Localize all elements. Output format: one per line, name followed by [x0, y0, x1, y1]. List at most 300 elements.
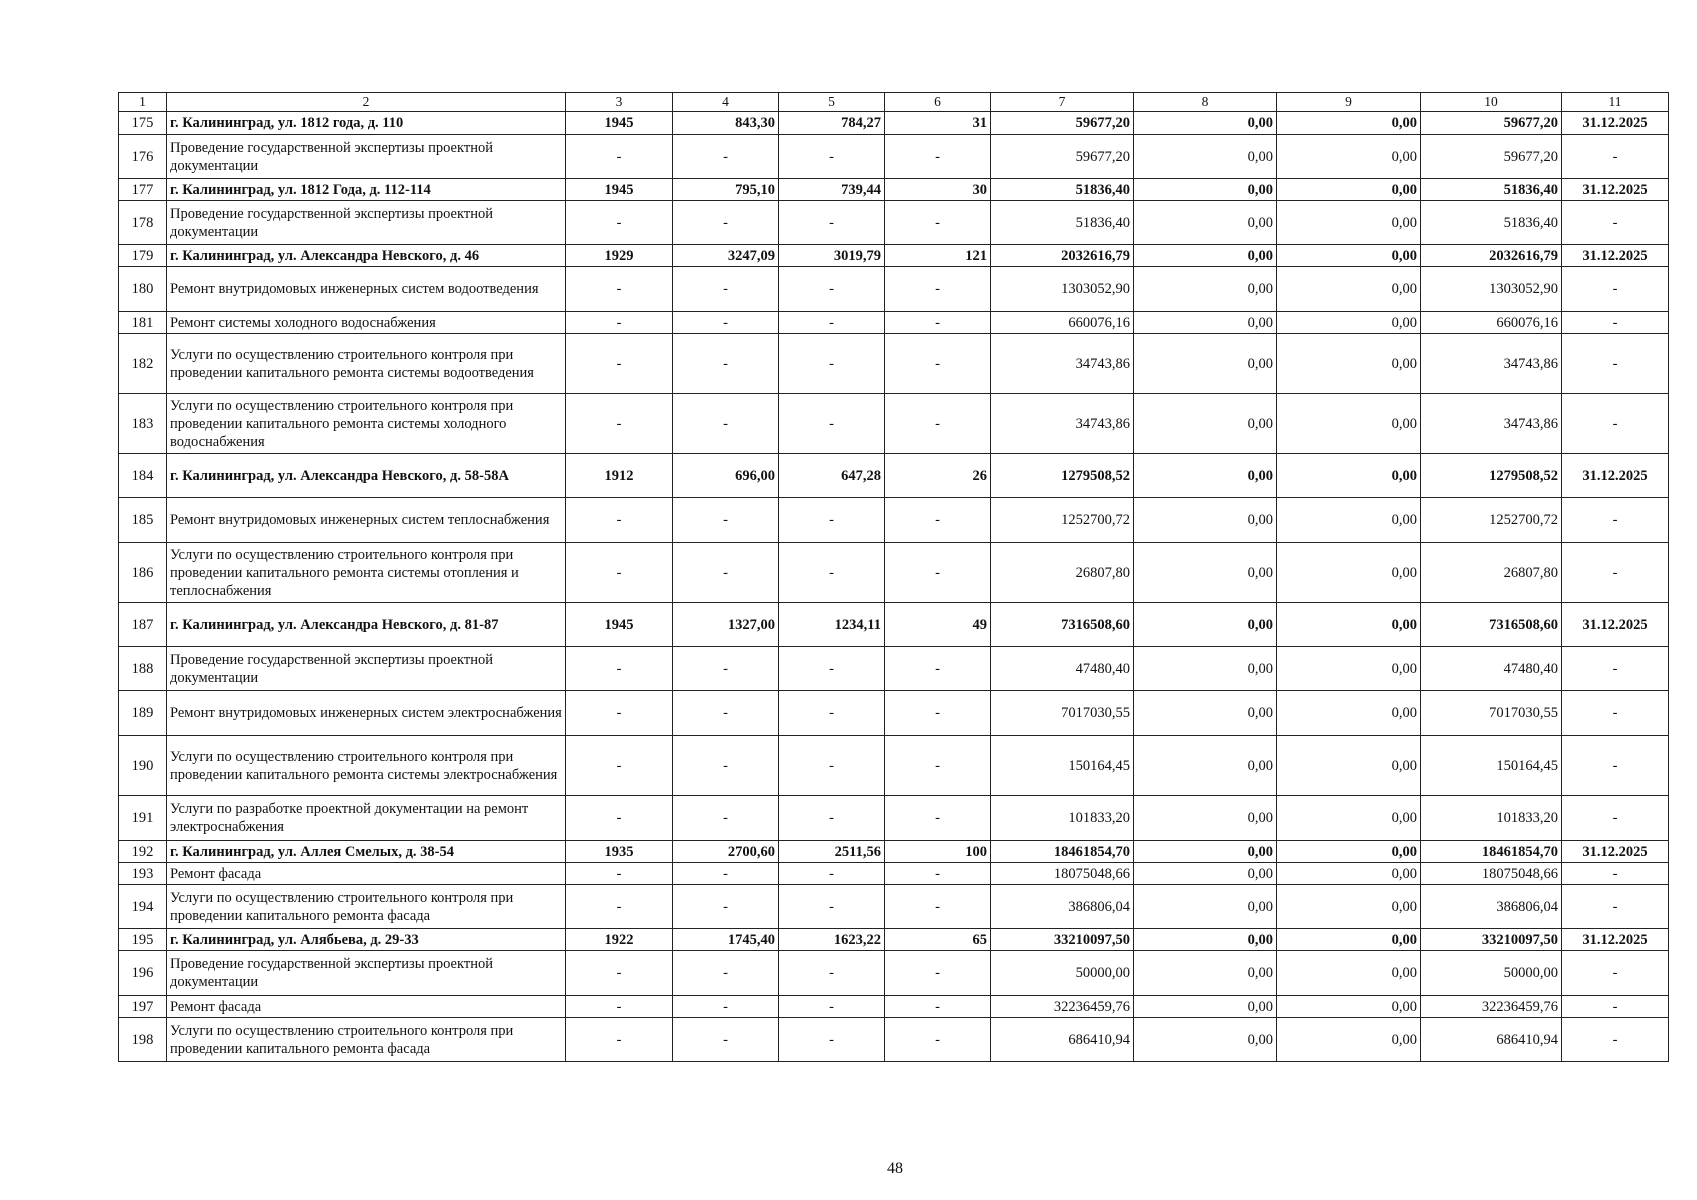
cell-c3: - — [566, 135, 673, 179]
cell-c4: - — [673, 885, 779, 929]
cell-c4: - — [673, 691, 779, 736]
cell-name: Ремонт внутридомовых инженерных систем водоотведения — [167, 267, 566, 312]
cell-row-number: 179 — [119, 245, 167, 267]
cell-c6: - — [885, 647, 991, 691]
cell-c9: 0,00 — [1277, 691, 1421, 736]
column-header: 11 — [1562, 93, 1669, 112]
cell-c9: 0,00 — [1277, 647, 1421, 691]
cell-c3: - — [566, 498, 673, 543]
cell-c8: 0,00 — [1134, 796, 1277, 841]
address-row — [119, 179, 1669, 201]
cell-c11: - — [1562, 498, 1669, 543]
cell-c7: 51836,40 — [991, 201, 1134, 245]
cell-c10: 7316508,60 — [1421, 603, 1562, 647]
cell-c10: 59677,20 — [1421, 135, 1562, 179]
cell-c7: 18075048,66 — [991, 863, 1134, 885]
cell-c10: 34743,86 — [1421, 394, 1562, 454]
cell-c6: - — [885, 1018, 991, 1062]
cell-c10: 47480,40 — [1421, 647, 1562, 691]
cell-row-number: 198 — [119, 1018, 167, 1062]
cell-name: г. Калининград, ул. Алябьева, д. 29-33 — [167, 929, 566, 951]
address-row — [119, 112, 1669, 135]
cell-c3: - — [566, 951, 673, 996]
cell-c10: 18075048,66 — [1421, 863, 1562, 885]
cell-name: Услуги по осуществлению строительного контроля при проведении капитального ремонта системы электроснабжения — [167, 736, 566, 796]
work-row — [119, 394, 1669, 454]
address-row — [119, 245, 1669, 267]
cell-c4: - — [673, 135, 779, 179]
cell-c5: - — [779, 334, 885, 394]
cell-c10: 32236459,76 — [1421, 996, 1562, 1018]
cell-c10: 51836,40 — [1421, 201, 1562, 245]
cell-c6: - — [885, 498, 991, 543]
cell-c3: 1922 — [566, 929, 673, 951]
cell-c8: 0,00 — [1134, 201, 1277, 245]
cell-row-number: 191 — [119, 796, 167, 841]
cell-row-number: 197 — [119, 996, 167, 1018]
work-row — [119, 736, 1669, 796]
cell-c9: 0,00 — [1277, 796, 1421, 841]
address-row — [119, 454, 1669, 498]
cell-c10: 7017030,55 — [1421, 691, 1562, 736]
cell-c5: - — [779, 312, 885, 334]
work-row — [119, 863, 1669, 885]
cell-name: Услуги по осуществлению строительного контроля при проведении капитального ремонта фасада — [167, 885, 566, 929]
cell-c4: - — [673, 334, 779, 394]
cell-c9: 0,00 — [1277, 885, 1421, 929]
cell-c8: 0,00 — [1134, 647, 1277, 691]
cell-c5: - — [779, 135, 885, 179]
cell-name: г. Калининград, ул. Аллея Смелых, д. 38-54 — [167, 841, 566, 863]
cell-c11: - — [1562, 951, 1669, 996]
cell-c9: 0,00 — [1277, 267, 1421, 312]
cell-c10: 386806,04 — [1421, 885, 1562, 929]
work-row — [119, 334, 1669, 394]
cell-c4: 696,00 — [673, 454, 779, 498]
cell-c11: - — [1562, 647, 1669, 691]
cell-c8: 0,00 — [1134, 691, 1277, 736]
cell-row-number: 177 — [119, 179, 167, 201]
cell-c9: 0,00 — [1277, 929, 1421, 951]
cell-c11: 31.12.2025 — [1562, 112, 1669, 135]
cell-c7: 686410,94 — [991, 1018, 1134, 1062]
work-row — [119, 543, 1669, 603]
cell-c8: 0,00 — [1134, 736, 1277, 796]
cell-row-number: 196 — [119, 951, 167, 996]
cell-row-number: 184 — [119, 454, 167, 498]
work-row — [119, 312, 1669, 334]
cell-c9: 0,00 — [1277, 394, 1421, 454]
cell-c4: - — [673, 498, 779, 543]
cell-c9: 0,00 — [1277, 245, 1421, 267]
cell-c11: 31.12.2025 — [1562, 179, 1669, 201]
cell-c9: 0,00 — [1277, 603, 1421, 647]
cell-c7: 386806,04 — [991, 885, 1134, 929]
cell-row-number: 192 — [119, 841, 167, 863]
cell-name: Проведение государственной экспертизы проектной документации — [167, 201, 566, 245]
cell-c4: 1745,40 — [673, 929, 779, 951]
column-header: 3 — [566, 93, 673, 112]
cell-c7: 47480,40 — [991, 647, 1134, 691]
cell-c7: 7017030,55 — [991, 691, 1134, 736]
cell-c6: - — [885, 267, 991, 312]
cell-c5: - — [779, 394, 885, 454]
column-header: 10 — [1421, 93, 1562, 112]
cell-c8: 0,00 — [1134, 334, 1277, 394]
cell-row-number: 189 — [119, 691, 167, 736]
cell-c8: 0,00 — [1134, 135, 1277, 179]
cell-c4: - — [673, 543, 779, 603]
cell-c11: - — [1562, 267, 1669, 312]
work-row — [119, 691, 1669, 736]
cell-c3: - — [566, 543, 673, 603]
cell-c5: 647,28 — [779, 454, 885, 498]
cell-c7: 1252700,72 — [991, 498, 1134, 543]
column-header: 6 — [885, 93, 991, 112]
cell-c7: 59677,20 — [991, 135, 1134, 179]
cell-c7: 1279508,52 — [991, 454, 1134, 498]
cell-c7: 34743,86 — [991, 394, 1134, 454]
cell-c5: - — [779, 201, 885, 245]
cell-c9: 0,00 — [1277, 996, 1421, 1018]
cell-c6: - — [885, 691, 991, 736]
cell-c6: 31 — [885, 112, 991, 135]
cell-c4: 795,10 — [673, 179, 779, 201]
cell-c7: 150164,45 — [991, 736, 1134, 796]
cell-c9: 0,00 — [1277, 951, 1421, 996]
work-row — [119, 1018, 1669, 1062]
cell-c5: - — [779, 996, 885, 1018]
cell-name: Услуги по осуществлению строительного контроля при проведении капитального ремонта системы водоотведения — [167, 334, 566, 394]
cell-c6: - — [885, 796, 991, 841]
cell-c3: - — [566, 312, 673, 334]
cell-c3: - — [566, 1018, 673, 1062]
cell-c6: - — [885, 863, 991, 885]
cell-c5: - — [779, 691, 885, 736]
cell-c3: - — [566, 334, 673, 394]
cell-c5: - — [779, 951, 885, 996]
cell-c9: 0,00 — [1277, 454, 1421, 498]
cell-row-number: 178 — [119, 201, 167, 245]
cell-c7: 1303052,90 — [991, 267, 1134, 312]
cell-c3: 1912 — [566, 454, 673, 498]
cell-row-number: 180 — [119, 267, 167, 312]
program-table — [118, 92, 1669, 1062]
cell-c4: 2700,60 — [673, 841, 779, 863]
cell-c6: - — [885, 135, 991, 179]
work-row — [119, 498, 1669, 543]
cell-name: г. Калининград, ул. Александра Невского, д. 81-87 — [167, 603, 566, 647]
cell-c6: - — [885, 996, 991, 1018]
cell-c8: 0,00 — [1134, 454, 1277, 498]
cell-c7: 660076,16 — [991, 312, 1134, 334]
cell-row-number: 182 — [119, 334, 167, 394]
cell-c3: - — [566, 863, 673, 885]
cell-c6: 26 — [885, 454, 991, 498]
address-row — [119, 603, 1669, 647]
cell-c6: - — [885, 312, 991, 334]
work-row — [119, 796, 1669, 841]
cell-c3: - — [566, 885, 673, 929]
cell-c8: 0,00 — [1134, 245, 1277, 267]
cell-c4: - — [673, 394, 779, 454]
cell-c11: - — [1562, 312, 1669, 334]
cell-c4: - — [673, 312, 779, 334]
cell-c7: 101833,20 — [991, 796, 1134, 841]
table-body — [119, 93, 1669, 1062]
cell-c7: 50000,00 — [991, 951, 1134, 996]
cell-name: Услуги по осуществлению строительного контроля при проведении капитального ремонта системы отопления и теплоснабжения — [167, 543, 566, 603]
cell-c8: 0,00 — [1134, 498, 1277, 543]
cell-c9: 0,00 — [1277, 863, 1421, 885]
cell-c11: - — [1562, 135, 1669, 179]
work-row — [119, 201, 1669, 245]
column-header: 4 — [673, 93, 779, 112]
cell-c6: 65 — [885, 929, 991, 951]
cell-c11: - — [1562, 691, 1669, 736]
cell-c4: 1327,00 — [673, 603, 779, 647]
cell-c11: - — [1562, 996, 1669, 1018]
cell-c5: 1623,22 — [779, 929, 885, 951]
cell-c10: 18461854,70 — [1421, 841, 1562, 863]
cell-c5: 3019,79 — [779, 245, 885, 267]
cell-c6: 49 — [885, 603, 991, 647]
cell-row-number: 183 — [119, 394, 167, 454]
cell-c5: 784,27 — [779, 112, 885, 135]
cell-c5: 2511,56 — [779, 841, 885, 863]
cell-c7: 32236459,76 — [991, 996, 1134, 1018]
cell-c4: - — [673, 796, 779, 841]
cell-c10: 686410,94 — [1421, 1018, 1562, 1062]
cell-name: Ремонт внутридомовых инженерных систем электроснабжения — [167, 691, 566, 736]
cell-c6: - — [885, 885, 991, 929]
cell-c11: - — [1562, 863, 1669, 885]
cell-c3: - — [566, 267, 673, 312]
cell-c5: - — [779, 736, 885, 796]
cell-c5: 1234,11 — [779, 603, 885, 647]
cell-name: г. Калининград, ул. Александра Невского, д. 58-58А — [167, 454, 566, 498]
cell-c4: - — [673, 951, 779, 996]
cell-name: Услуги по разработке проектной документации на ремонт электроснабжения — [167, 796, 566, 841]
cell-name: Проведение государственной экспертизы проектной документации — [167, 951, 566, 996]
cell-c5: 739,44 — [779, 179, 885, 201]
work-row — [119, 135, 1669, 179]
cell-name: г. Калининград, ул. 1812 Года, д. 112-114 — [167, 179, 566, 201]
cell-c8: 0,00 — [1134, 885, 1277, 929]
work-row — [119, 885, 1669, 929]
cell-c10: 1252700,72 — [1421, 498, 1562, 543]
cell-c7: 2032616,79 — [991, 245, 1134, 267]
cell-c10: 101833,20 — [1421, 796, 1562, 841]
cell-c8: 0,00 — [1134, 929, 1277, 951]
cell-c11: 31.12.2025 — [1562, 454, 1669, 498]
cell-c6: - — [885, 334, 991, 394]
cell-c3: 1945 — [566, 179, 673, 201]
cell-c10: 33210097,50 — [1421, 929, 1562, 951]
cell-c3: - — [566, 736, 673, 796]
cell-c8: 0,00 — [1134, 1018, 1277, 1062]
cell-c5: - — [779, 267, 885, 312]
page-number: 48 — [887, 1160, 903, 1177]
cell-c3: - — [566, 691, 673, 736]
cell-c4: - — [673, 736, 779, 796]
cell-c4: - — [673, 647, 779, 691]
cell-c11: - — [1562, 543, 1669, 603]
cell-name: Услуги по осуществлению строительного контроля при проведении капитального ремонта системы холодного водоснабжения — [167, 394, 566, 454]
cell-c11: - — [1562, 394, 1669, 454]
cell-name: Ремонт фасада — [167, 996, 566, 1018]
cell-c9: 0,00 — [1277, 543, 1421, 603]
column-header: 9 — [1277, 93, 1421, 112]
cell-c10: 1303052,90 — [1421, 267, 1562, 312]
cell-c3: 1945 — [566, 112, 673, 135]
cell-c8: 0,00 — [1134, 863, 1277, 885]
cell-c6: - — [885, 543, 991, 603]
cell-c8: 0,00 — [1134, 543, 1277, 603]
cell-row-number: 186 — [119, 543, 167, 603]
cell-c11: - — [1562, 885, 1669, 929]
cell-c3: 1945 — [566, 603, 673, 647]
cell-c11: - — [1562, 201, 1669, 245]
cell-c11: 31.12.2025 — [1562, 603, 1669, 647]
cell-c10: 1279508,52 — [1421, 454, 1562, 498]
cell-name: Услуги по осуществлению строительного контроля при проведении капитального ремонта фасада — [167, 1018, 566, 1062]
cell-c10: 150164,45 — [1421, 736, 1562, 796]
cell-c6: - — [885, 736, 991, 796]
cell-c6: 121 — [885, 245, 991, 267]
cell-c4: 843,30 — [673, 112, 779, 135]
cell-c11: - — [1562, 736, 1669, 796]
work-row — [119, 951, 1669, 996]
cell-row-number: 194 — [119, 885, 167, 929]
cell-c10: 59677,20 — [1421, 112, 1562, 135]
work-row — [119, 267, 1669, 312]
cell-c10: 26807,80 — [1421, 543, 1562, 603]
cell-c3: - — [566, 796, 673, 841]
column-header: 2 — [167, 93, 566, 112]
cell-row-number: 185 — [119, 498, 167, 543]
cell-c3: - — [566, 201, 673, 245]
work-row — [119, 647, 1669, 691]
cell-c7: 18461854,70 — [991, 841, 1134, 863]
cell-row-number: 195 — [119, 929, 167, 951]
cell-c9: 0,00 — [1277, 498, 1421, 543]
cell-c9: 0,00 — [1277, 334, 1421, 394]
cell-c10: 34743,86 — [1421, 334, 1562, 394]
cell-c9: 0,00 — [1277, 135, 1421, 179]
cell-row-number: 193 — [119, 863, 167, 885]
cell-name: Ремонт системы холодного водоснабжения — [167, 312, 566, 334]
column-header: 5 — [779, 93, 885, 112]
cell-c5: - — [779, 1018, 885, 1062]
cell-c11: 31.12.2025 — [1562, 929, 1669, 951]
cell-row-number: 176 — [119, 135, 167, 179]
cell-c6: 30 — [885, 179, 991, 201]
cell-c8: 0,00 — [1134, 312, 1277, 334]
cell-c11: 31.12.2025 — [1562, 841, 1669, 863]
cell-c9: 0,00 — [1277, 179, 1421, 201]
cell-name: г. Калининград, ул. Александра Невского, д. 46 — [167, 245, 566, 267]
cell-c3: - — [566, 394, 673, 454]
column-header: 8 — [1134, 93, 1277, 112]
cell-c11: - — [1562, 334, 1669, 394]
cell-c7: 51836,40 — [991, 179, 1134, 201]
cell-c10: 50000,00 — [1421, 951, 1562, 996]
cell-name: Проведение государственной экспертизы проектной документации — [167, 135, 566, 179]
cell-c8: 0,00 — [1134, 112, 1277, 135]
cell-c4: - — [673, 201, 779, 245]
cell-c8: 0,00 — [1134, 841, 1277, 863]
cell-c9: 0,00 — [1277, 736, 1421, 796]
cell-row-number: 181 — [119, 312, 167, 334]
cell-c11: - — [1562, 796, 1669, 841]
cell-c9: 0,00 — [1277, 1018, 1421, 1062]
work-row — [119, 996, 1669, 1018]
cell-c4: - — [673, 267, 779, 312]
cell-c7: 34743,86 — [991, 334, 1134, 394]
cell-name: г. Калининград, ул. 1812 года, д. 110 — [167, 112, 566, 135]
cell-c8: 0,00 — [1134, 394, 1277, 454]
column-number-row — [119, 93, 1669, 112]
cell-c10: 2032616,79 — [1421, 245, 1562, 267]
column-header: 7 — [991, 93, 1134, 112]
cell-c8: 0,00 — [1134, 996, 1277, 1018]
cell-c7: 7316508,60 — [991, 603, 1134, 647]
cell-c7: 59677,20 — [991, 112, 1134, 135]
cell-c4: - — [673, 1018, 779, 1062]
cell-c3: 1935 — [566, 841, 673, 863]
cell-c5: - — [779, 498, 885, 543]
cell-row-number: 190 — [119, 736, 167, 796]
cell-row-number: 175 — [119, 112, 167, 135]
cell-c3: - — [566, 647, 673, 691]
cell-c8: 0,00 — [1134, 179, 1277, 201]
address-row — [119, 929, 1669, 951]
cell-c6: - — [885, 201, 991, 245]
cell-c9: 0,00 — [1277, 201, 1421, 245]
cell-c8: 0,00 — [1134, 603, 1277, 647]
cell-c7: 26807,80 — [991, 543, 1134, 603]
cell-c5: - — [779, 647, 885, 691]
cell-c6: 100 — [885, 841, 991, 863]
cell-c9: 0,00 — [1277, 841, 1421, 863]
cell-name: Ремонт внутридомовых инженерных систем теплоснабжения — [167, 498, 566, 543]
cell-c3: 1929 — [566, 245, 673, 267]
address-row — [119, 841, 1669, 863]
column-header: 1 — [119, 93, 167, 112]
cell-c8: 0,00 — [1134, 951, 1277, 996]
cell-row-number: 188 — [119, 647, 167, 691]
cell-name: Проведение государственной экспертизы проектной документации — [167, 647, 566, 691]
cell-c3: - — [566, 996, 673, 1018]
cell-c10: 660076,16 — [1421, 312, 1562, 334]
cell-c8: 0,00 — [1134, 267, 1277, 312]
cell-c5: - — [779, 863, 885, 885]
cell-c7: 33210097,50 — [991, 929, 1134, 951]
cell-c4: - — [673, 863, 779, 885]
cell-c9: 0,00 — [1277, 312, 1421, 334]
cell-c6: - — [885, 951, 991, 996]
cell-c11: 31.12.2025 — [1562, 245, 1669, 267]
cell-name: Ремонт фасада — [167, 863, 566, 885]
cell-c9: 0,00 — [1277, 112, 1421, 135]
cell-c5: - — [779, 796, 885, 841]
cell-c10: 51836,40 — [1421, 179, 1562, 201]
cell-row-number: 187 — [119, 603, 167, 647]
cell-c6: - — [885, 394, 991, 454]
cell-c5: - — [779, 885, 885, 929]
cell-c4: - — [673, 996, 779, 1018]
